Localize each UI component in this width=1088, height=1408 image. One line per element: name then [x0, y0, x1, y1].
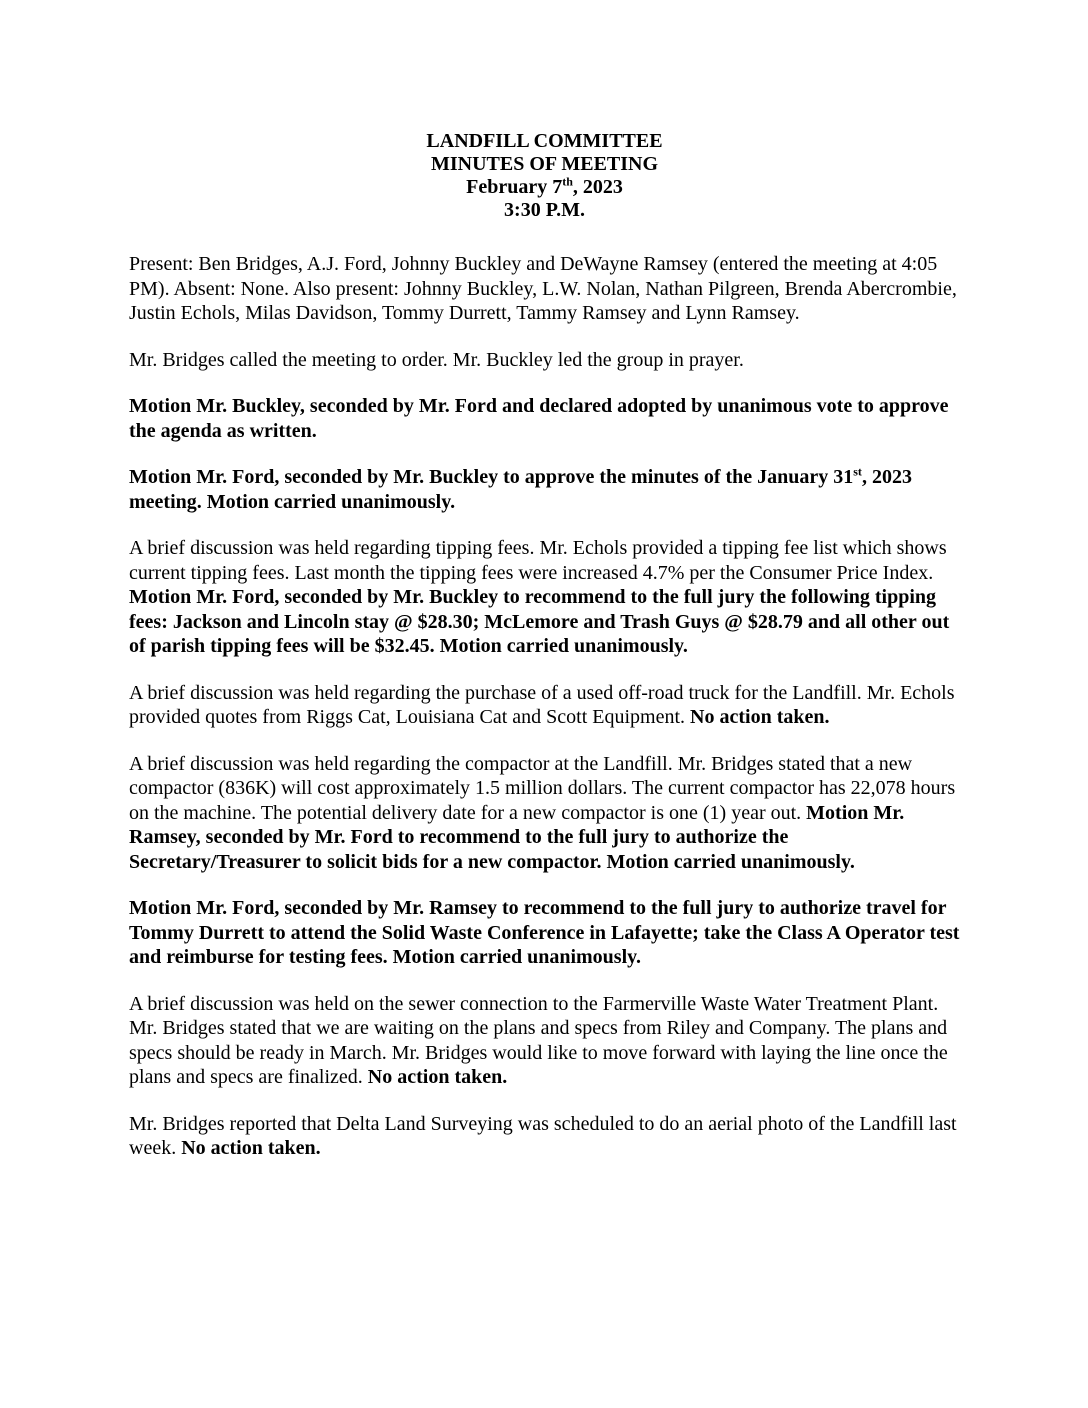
call-to-order-text: Mr. Bridges called the meeting to order. Mr. Buckley led the group in prayer. [129, 348, 744, 371]
aerial-photo-action: No action taken. [181, 1137, 321, 1159]
travel-motion-paragraph [129, 896, 960, 970]
minutes-motion-suffix: st [853, 464, 862, 479]
tipping-fees-motion: Motion Mr. Ford, seconded by Mr. Buckley to recommend to the full jury the following tipping fees: Jackson and Lincoln stay @ $28.30; McLemore and Trash Guys @ $28.79 and all other out of parish tipping fees will be $32.45. Motion carried unanimously. [129, 586, 950, 657]
aerial-photo-text: Mr. Bridges reported that Delta Land Surveying was scheduled to do an aerial photo of the Landfill last week. [129, 1112, 957, 1159]
sewer-action: No action taken. [367, 1066, 508, 1088]
committee-title: LANDFILL COMMITTEE [426, 130, 663, 152]
agenda-motion-paragraph [129, 394, 960, 443]
agenda-motion-text: Motion Mr. Buckley, seconded by Mr. Ford and declared adopted by unanimous vote to approve the agenda as written. [129, 395, 949, 442]
minutes-motion-main: Motion Mr. Ford, seconded by Mr. Buckley to approve the minutes of the January 31 [129, 466, 854, 488]
minutes-motion-end: , 2023 meeting. Motion carried unanimously. [129, 466, 912, 513]
document-header [129, 130, 960, 222]
travel-motion-text: Motion Mr. Ford, seconded by Mr. Ramsey to recommend to the full jury to authorize travel for Tommy Durrett to attend the Solid Waste Conference in Lafayette; take the Class A Operator test and reimburse for testing fees. Motion carried unanimously. [129, 897, 960, 968]
compactor-text: A brief discussion was held regarding the compactor at the Landfill. Mr. Bridges stated that a new compactor (836K) will cost approximately 1.5 million dollars. The current compactor has 22,078 hours on the machine. The potential delivery date for a new compactor is one (1) year out. [129, 752, 956, 824]
offroad-truck-text: A brief discussion was held regarding the purchase of a used off-road truck for the Landfill. Mr. Echols provided quotes from Riggs Cat, Louisiana Cat and Scott Equipment. [129, 681, 955, 728]
attendance-text: Present: Ben Bridges, A.J. Ford, Johnny Buckley and DeWayne Ramsey (entered the meeting at 4:05 PM). Absent: None. Also present: Johnny Buckley, L.W. Nolan, Nathan Pilgreen, Brenda Abercrombie, Justin Echols, Milas Davidson, Tommy Durrett, Tammy Ramsey and Lynn Ramsey. [129, 253, 957, 324]
offroad-truck-action: No action taken. [690, 706, 830, 728]
sewer-paragraph [129, 992, 960, 1090]
compactor-paragraph [129, 752, 960, 875]
meeting-date-main: February 7 [466, 176, 563, 198]
meeting-time: 3:30 P.M. [504, 199, 585, 221]
sewer-text: A brief discussion was held on the sewer connection to the Farmerville Waste Water Treatment Plant. Mr. Bridges stated that we are waiting on the plans and specs from Riley and Company. The plans and specs should be ready in March. Mr. Bridges would like to move forward with laying the line once the plans and specs are finalized. [129, 992, 948, 1088]
aerial-photo-paragraph [129, 1112, 960, 1161]
offroad-truck-paragraph [129, 681, 960, 730]
tipping-fees-text: A brief discussion was held regarding tipping fees. Mr. Echols provided a tipping fee list which shows current tipping fees. Last month the tipping fees were increased 4.7% per the Consumer Price Index. [129, 537, 947, 584]
attendance-paragraph [129, 252, 960, 326]
meeting-date-suffix: th [562, 174, 573, 189]
tipping-fees-paragraph [129, 536, 960, 659]
meeting-date [129, 176, 960, 199]
meeting-date-year: , 2023 [572, 176, 623, 198]
minutes-motion-text [129, 466, 912, 513]
minutes-title: MINUTES OF MEETING [430, 153, 659, 175]
compactor-motion: Motion Mr. Ramsey, seconded by Mr. Ford to recommend to the full jury to authorize the Secretary/Treasurer to solicit bids for a new compactor. Motion carried unanimously. [129, 801, 905, 873]
minutes-motion-paragraph [129, 465, 960, 514]
call-to-order-paragraph [129, 348, 960, 373]
